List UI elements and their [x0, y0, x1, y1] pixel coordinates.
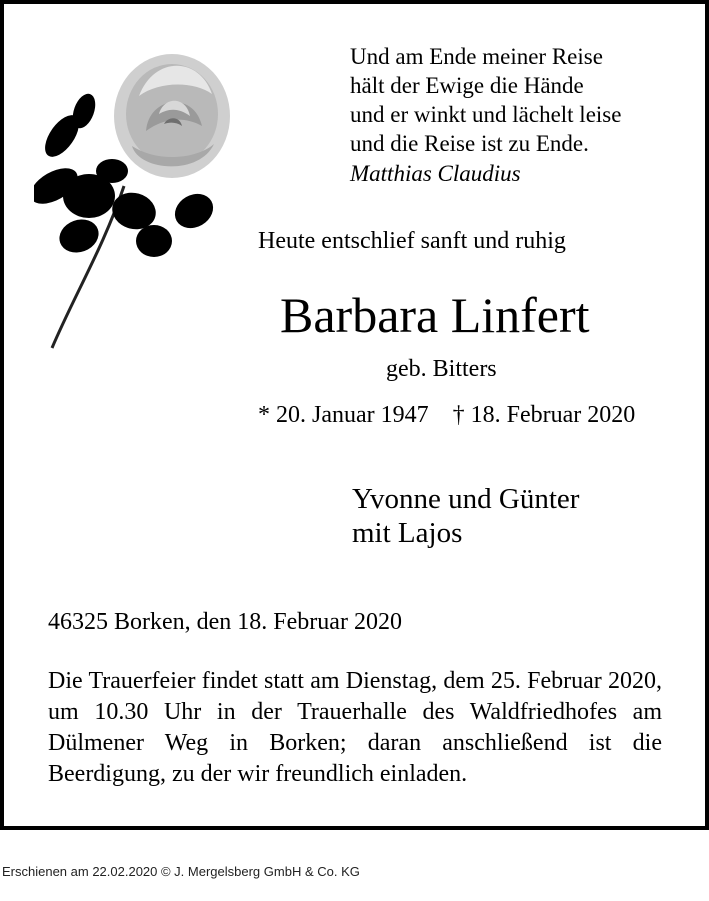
family-signature: [352, 482, 579, 550]
family-line: mit Lajos: [352, 517, 463, 549]
poem-line: und die Reise ist zu Ende.: [350, 131, 589, 156]
publication-footer: Erschienen am 22.02.2020 © J. Mergelsberg GmbH & Co. KG: [2, 864, 360, 879]
deceased-name: Barbara Linfert: [280, 287, 590, 343]
birth-name: geb. Bitters: [386, 356, 497, 382]
poem-line: Und am Ende meiner Reise: [350, 44, 603, 69]
poem-line: hält der Ewige die Hände: [350, 73, 584, 98]
funeral-info: [48, 666, 662, 790]
poem-author: Matthias Claudius: [350, 161, 521, 186]
life-dates: * 20. Januar 1947 † 18. Februar 2020: [258, 402, 636, 428]
intro-text: Heute entschlief sanft und ruhig: [258, 228, 566, 254]
poem-line: und er winkt und lächelt leise: [350, 102, 622, 127]
rose-icon: [34, 36, 234, 356]
family-line: Yvonne und Günter: [352, 483, 580, 515]
funeral-text: Die Trauerfeier findet statt am Dienstag, dem 25. Februar 2020, um 10.30 Uhr in der Trauerhalle des Waldfriedhofes am Dülmener Weg in Borken; daran anschließend ist die Beerdigung, zu der wir freundlich einladen.: [48, 668, 662, 787]
poem: [350, 42, 621, 188]
place-date: 46325 Borken, den 18. Februar 2020: [48, 609, 402, 635]
